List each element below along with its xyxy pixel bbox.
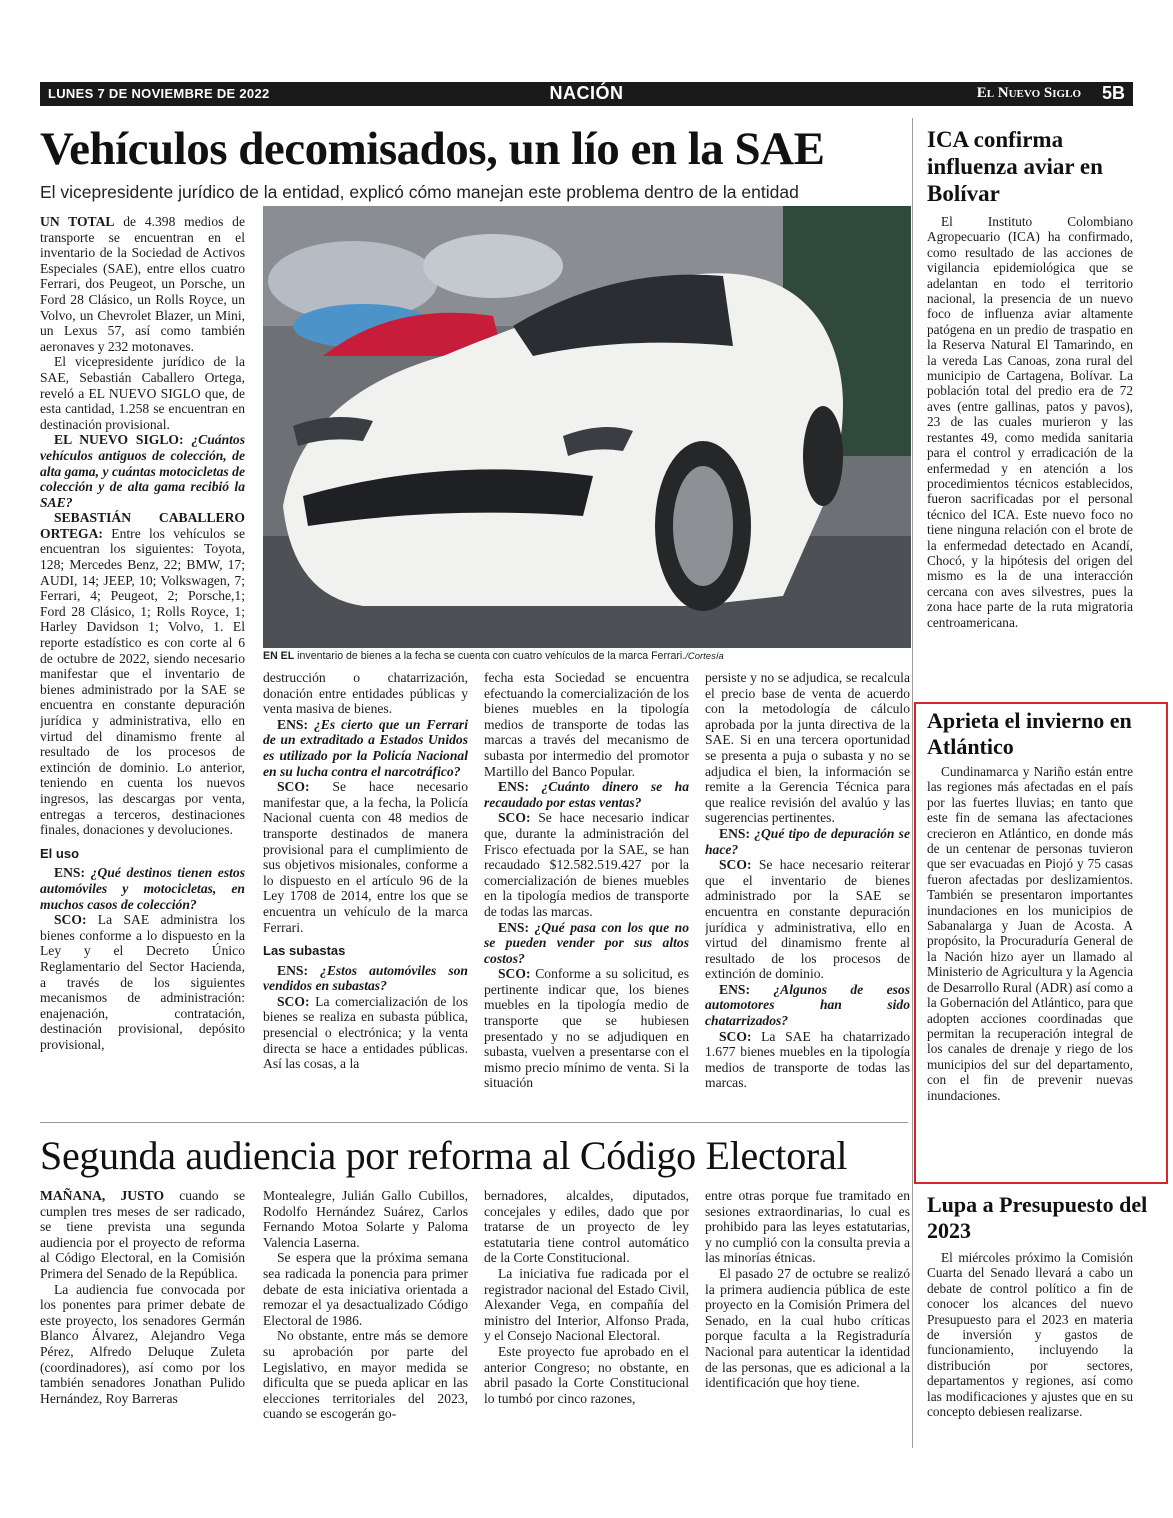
sidebar-story-1-body <box>927 214 1133 692</box>
paragraph: de 4.398 medios de transporte se encuentran en el inventario de la Sociedad de Activos Especiales (SAE), entre ellos cuatro Ferrari, dos Peugeot, un Porsche, un Ford 28 Clásico, un Rolls Royce, un Volvo, un Chevrolet Blazer, un Mini, un Lexus 57, así como también aeronaves y 232 motonaves. <box>40 214 245 354</box>
ferrari-photo <box>263 206 911 648</box>
sidebar-story-2-body <box>927 764 1133 1176</box>
answer: Entre los vehículos se encuentran los siguientes: Toyota, 128; Mercedes Benz, 22; BMW, 17; AUDI, 14; JEEP, 10; Volkswagen, 7; Ferrari, 4; Peugeot, 2; Porsche,1; Ford 28 Clásico, 1; Rolls Royce, 1; Harley Davidson 1; Volvo, 1. El reporte estadístico es con corte al 6 de octubre de 2022, siendo necesario manifestar que el inventario de bienes administrado por la SAE se encuentra en constante depuración jurídica y administrativa, ello en virtud del dinamismo frente al resultado de los procesos de extinción de dominio. Lo anterior, teniendo en cuenta los nuevos ingresos, las descargas por venta, entregas a terceros, destinaciones finales, donaciones y devoluciones. <box>40 525 245 838</box>
answer-label: SCO: <box>719 1028 752 1044</box>
car-illustration <box>263 206 911 648</box>
question-label: EL NUEVO SIGLO: <box>54 432 184 448</box>
sidebar-story-3-title: Lupa a Presupuesto del 2023 <box>927 1192 1148 1243</box>
answer: Se hace necesario manifestar que, a la fecha, la Policía Nacional cuenta con 48 medios de transporte destinados de manera provisional para el cumplimiento de sus objetivos misionales, conforme a lo dispuesto en el artículo 96 de la Ley 1708 de 2014, entre los que se encuentra un vehículo de la marca Ferrari. <box>263 779 468 935</box>
question-label: ENS: <box>54 865 85 881</box>
paragraph: La audiencia fue convocada por los ponentes para primer debate de este proyecto, los senadores Germán Blanco Álvarez, Alejandro Vega Pérez, Alfredo Deluque Zuleta (coordinadores), así como por los también senadores Jonathan Pulido Hernández, Roy Barreras <box>40 1281 245 1406</box>
paragraph: El pasado 27 de octubre se realizó la primera audiencia pública de este proyecto en la Comisión Primera del Senado, en la cual hubo críticas porque faculta a la Registraduría Nacional para autenticar la identidad de las personas, que es adicional a la identificación que hoy tiene. <box>705 1265 910 1391</box>
photo-credit: /Cortesía <box>685 651 724 662</box>
paragraph: El vicepresidente jurídico de la SAE, Sebastián Caballero Ortega, reveló a EL NUEVO SIGLO que, de esta cantidad, 1.258 se encuentran en destinación provisional. <box>40 354 245 432</box>
question-label: ENS: <box>277 716 308 732</box>
answer-label: SCO: <box>498 810 531 826</box>
paragraph: Se espera que la próxima semana sea radicada la ponencia para primer debate de esta iniciativa orientada a remozar el ya desactualizado Código Electoral de 1986. <box>263 1250 468 1328</box>
question-label: ENS: <box>498 779 529 795</box>
article-divider <box>40 1122 908 1123</box>
question-label: ENS: <box>498 919 529 935</box>
question-label: ENS: <box>719 825 750 841</box>
paragraph: persiste y no se adjudica, se recalcula el precio base de venta de acuerdo con la metodología de cálculo aprobada por la junta directiva de la SAE. Si en una tercera oportunidad se presenta a puja o subasta y no se adjudica el bien, la información se remite a la Gerencia Técnica para que realice revisión del avalúo y las sugerencias pertinentes. <box>705 670 910 826</box>
answer-label: SEBASTIÁN CABALLERO ORTEGA: <box>40 510 245 541</box>
paragraph: Cundinamarca y Nariño están entre las regiones más afectadas en el país por las fuertes lluvias; en tanto que este fin de semana las afectaciones crecieron en Atlántico, en donde más de un centenar de personas tuvieron que ser evacuadas en Piojó y 75 casas fueron afectadas por deslizamientos. También se presentaron importantes inundaciones en los municipios de Sabanalarga y Juan de Acosta. A propósito, la Procuraduría General de la Nación hizo ayer un llamado al Ministerio de Agricultura y la Agencia de Desarrollo Rural (ADR) así como a la Gobernación del Atlántico, para que adopten acciones coordinadas que permitan la recuperación integral de los canales de drenaje y riego de los municipios del sur del departamento, con el fin de prevenir nuevas inundaciones. <box>927 764 1133 1103</box>
photo-caption <box>263 650 724 662</box>
page-number: 5B <box>1101 83 1125 103</box>
lead-in: MAÑANA, JUSTO <box>40 1188 165 1203</box>
subtitle-el-uso: El uso <box>40 845 80 861</box>
question: ¿Qué pasa con los que no se pueden vender por sus altos costos? <box>484 919 689 966</box>
paragraph: El miércoles próximo la Comisión Cuarta del Senado llevará a cabo un debate de control político a fin de conocer los alcances del nuevo Presupuesto para el 2023 en materia de inversión y gastos de funcionamiento, incluyendo la distribución por sectores, departamentos y regiones, así como las modificaciones y ajustes que en su concepto debiesen realizarse. <box>927 1250 1133 1420</box>
question: ¿Estos automóviles son vendidos en subastas? <box>263 962 468 994</box>
paragraph: La iniciativa fue radicada por el registrador nacional del Estado Civil, Alexander Vega, en compañía del ministro del Interior, Alfonso Prada, y el Consejo Nacional Electoral. <box>484 1265 689 1344</box>
main-article-column-3 <box>484 670 689 1114</box>
section-header-bar <box>40 82 1133 106</box>
issue-date: LUNES 7 DE NOVIEMBRE DE 2022 <box>48 86 270 101</box>
paragraph: Este proyecto fue aprobado en el anterior Congreso; no obstante, en abril pasado la Corte Constitucional lo tumbó por cinco razones, <box>484 1343 689 1406</box>
sidebar-story-1-title: ICA confirma influenza aviar en Bolívar <box>927 127 1103 206</box>
second-article-column-3 <box>484 1188 689 1448</box>
caption-lead: EN EL <box>263 650 295 662</box>
question: ¿Qué destinos tienen estos automóviles y motocicletas, en muchos casos de colección? <box>40 865 245 912</box>
answer-label: SCO: <box>277 779 310 795</box>
sidebar-story-3-body <box>927 1250 1133 1445</box>
question: ¿Algunos de esos automotores han sido chatarrizados? <box>705 981 910 1029</box>
answer-label: SCO: <box>498 966 531 982</box>
answer: La SAE administra los bienes conforme a lo dispuesto en la Ley y el Decreto Único Reglamentario del Sector Hacienda, a través de los siguientes mecanismos de administración: enajenación, contratación, destinación provisional, depósito provisional, <box>40 912 245 1052</box>
main-headline: Vehículos decomisados, un lío en la SAE <box>40 123 825 175</box>
paragraph: No obstante, entre más se demore su aprobación por parte del Legislativo, en mayor medida se dificulta que se pueda aplicar en las elecciones territoriales del 2023, cuando se escogerán go- <box>263 1328 468 1422</box>
answer-label: SCO: <box>277 993 310 1009</box>
answer-label: SCO: <box>54 912 87 928</box>
answer: Conforme a su solicitud, es pertinente indicar que, los bienes muebles en la tipología medio de transporte que se hubiesen presentado y no se adjudiquen en subasta, vuelven a presentarse con el mismo precio mínimo de venta. Si la situación <box>484 966 689 1091</box>
answer: Se hace necesario reiterar que el inventario de bienes administrado por la SAE se encuentra en constante depuración jurídica y administrativa, ello en virtud del dinamismo frente al resultado de los procesos de extinción de dominio. <box>705 857 910 982</box>
publication-name: El Nuevo Siglo <box>976 85 1081 101</box>
answer: Se hace necesario indicar que, durante la administración del Frisco efectuada por la SAE, se han recaudado $12.582.519.427 por la comercialización de bienes muebles en la tipología medios de transporte de todas las marcas. <box>484 810 689 919</box>
paragraph: cuando se cumplen tres meses de ser radicado, se tiene prevista una segunda audiencia por el proyecto de reforma al Código Electoral, en la Comisión Primera del Senado de la República. <box>40 1188 245 1281</box>
main-article-column-2 <box>263 670 468 1114</box>
subtitle-las-subastas: Las subastas <box>263 943 346 959</box>
main-subhead: El vicepresidente jurídico de la entidad, explicó cómo manejan este problema dentro de la entidad <box>40 182 799 202</box>
second-article-column-2 <box>263 1188 468 1448</box>
second-article-column-1 <box>40 1188 245 1448</box>
sidebar-story-2-title: Aprieta el invierno en Atlántico <box>927 708 1132 759</box>
paragraph: El Instituto Colombiano Agropecuario (ICA) ha confirmado, como resultado de las acciones de vigilancia epidemiológica que se adelantan en todo el territorio nacional, la presencia de un nuevo foco de influenza aviar altamente patógena en un predio de traspatio en la Reserva Natural El Tamarindo, en la vereda Las Canoas, zona rural del municipio de Cartagena, Bolívar. La población total del predio era de 72 aves (entre gallinas, patos y pavos), 23 de las cuales murieron y las restantes 49, como medida sanitaria para el control y erradicación de la enfermedad y en atención a los procedimientos técnicos establecidos, fueron sacrificadas por el personal técnico del ICA. Este nuevo foco no tiene ninguna relación con el brote de la enfermedad detectado en Acandí, Chocó, y la hipótesis del origen del mismo es la de una interacción cercana con aves silvestres, pues la zona hace parte de la ruta migratoria centroamericana. <box>927 214 1133 630</box>
lead-in: UN TOTAL <box>40 214 115 229</box>
second-headline: Segunda audiencia por reforma al Código Electoral <box>40 1133 848 1178</box>
question-label: ENS: <box>719 981 750 997</box>
question-label: ENS: <box>277 962 308 978</box>
paragraph: fecha esta Sociedad se encuentra efectuando la comercialización de los bienes muebles en la tipología medios de transporte de todas las marcas a través del mecanismo de subasta por intermedio del promotor Martillo del Banco Popular. <box>484 670 689 779</box>
paragraph: bernadores, alcaldes, diputados, concejales y ediles, dado que por tratarse de un proyecto de ley estatutaria tiene control automático de la Corte Constitucional. <box>484 1188 689 1266</box>
answer-label: SCO: <box>719 857 752 873</box>
paragraph: destrucción o chatarrización, donación entre entidades públicas y venta masiva de bienes. <box>263 670 468 717</box>
question: ¿Qué tipo de depuración se hace? <box>705 825 910 857</box>
paragraph: entre otras porque fue tramitado en sesiones extraordinarias, lo cual es prohibido para las leyes estatutarias, y no cumplió con la consulta previa a las minorías étnicas. <box>705 1188 910 1266</box>
main-article-column-4 <box>705 670 910 1114</box>
question: ¿Es cierto que un Ferrari de un extraditado a Estados Unidos es utilizado por la Policía Nacional en su lucha contra el narcotráfico? <box>263 716 468 779</box>
caption-text: inventario de bienes a la fecha se cuenta con cuatro vehículos de la marca Ferrari. <box>294 650 686 662</box>
question: ¿Cuántos vehículos antiguos de colección, de alta gama, y cuántas motocicletas de colección y de alta gama recibió la SAE? <box>40 432 245 510</box>
answer: La comercialización de los bienes se realiza en subasta pública, presencial o electrónica; y la venta directa se hace a entidades públicas. Así las cosas, a la <box>263 993 468 1072</box>
paragraph: Montealegre, Julián Gallo Cubillos, Rodolfo Hernández Suárez, Carlos Fernando Motoa Solarte y Paloma Valencia Laserna. <box>263 1188 468 1250</box>
second-article-column-4 <box>705 1188 910 1448</box>
main-article-column-1 <box>40 214 245 1114</box>
sidebar-divider <box>912 118 913 1448</box>
section-name: NACIÓN <box>549 83 624 103</box>
answer: La SAE ha chatarrizado 1.677 bienes muebles en la tipología medios de transporte de todas las marcas. <box>705 1028 910 1091</box>
question: ¿Cuánto dinero se ha recaudado por estas ventas? <box>484 779 689 810</box>
